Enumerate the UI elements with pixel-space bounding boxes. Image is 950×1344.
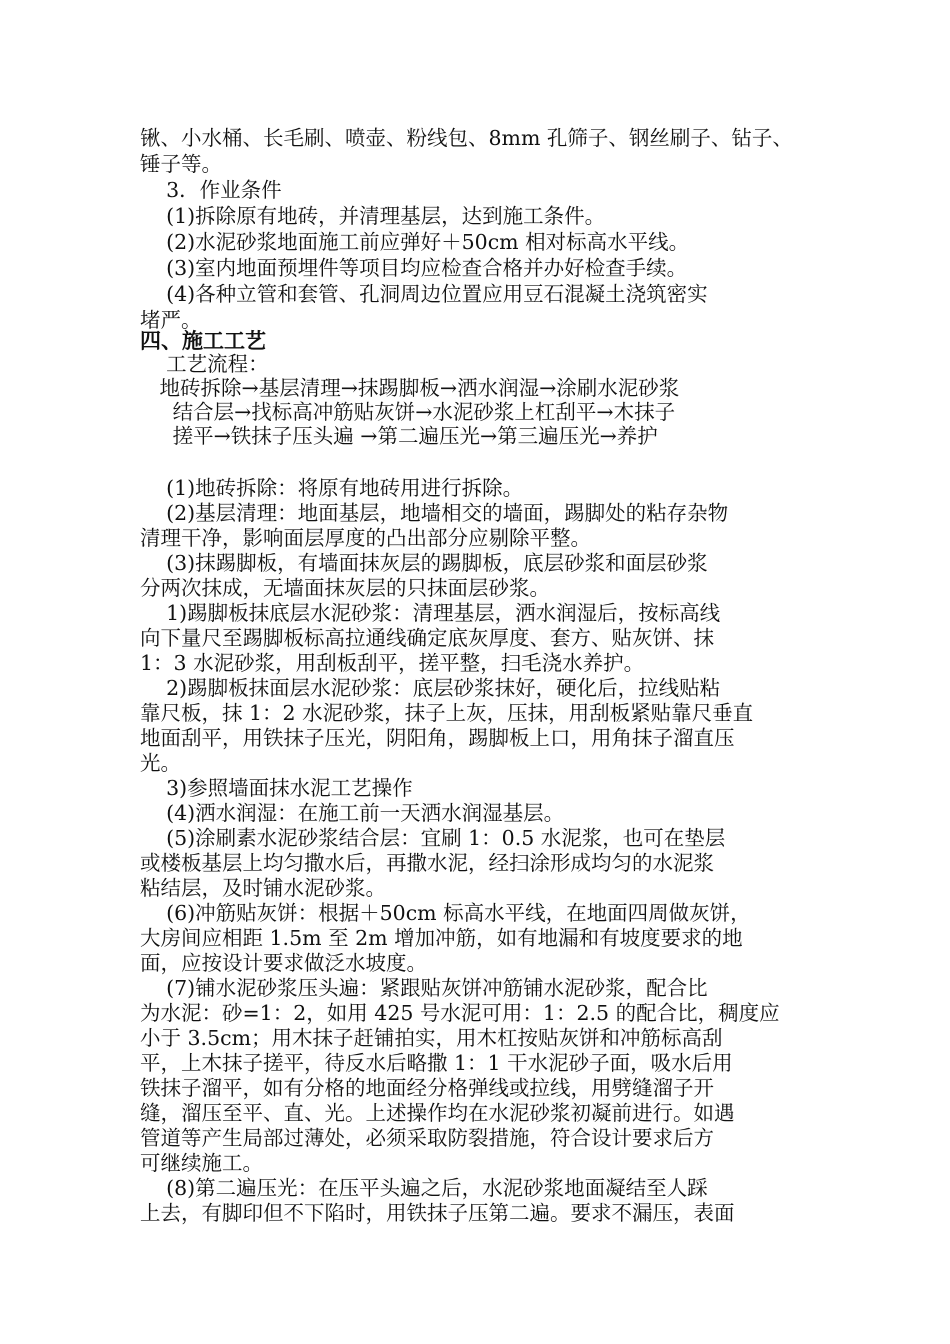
section-heading: 四、施工工艺 — [140, 329, 266, 353]
text-line: 地面刮平，用铁抹子压光，阴阳角，踢脚板上口，用角抹子溜直压 — [140, 726, 735, 750]
text-line: 或楼板基层上均匀撒水后，再撒水泥，经扫涂形成均匀的水泥浆 — [140, 851, 714, 875]
text-line: (1)拆除原有地砖，并清理基层，达到施工条件。 — [140, 204, 606, 228]
text-line: 向下量尺至踢脚板标高拉通线确定底灰厚度、套方、贴灰饼、抹 — [140, 626, 714, 650]
text-line: 光。 — [140, 751, 181, 775]
text-line: (2)水泥砂浆地面施工前应弹好＋50cm 相对标高水平线。 — [140, 230, 690, 254]
text-line: (4)洒水润湿：在施工前一天洒水润湿基层。 — [140, 801, 565, 825]
text-line: 粘结层，及时铺水泥砂浆。 — [140, 876, 386, 900]
text-line: 锤子等。 — [140, 152, 222, 176]
text-line: 3．作业条件 — [140, 178, 282, 202]
text-line: 管道等产生局部过薄处，必须采取防裂措施，符合设计要求后方 — [140, 1126, 714, 1150]
text-line: (1)地砖拆除：将原有地砖用进行拆除。 — [140, 476, 524, 500]
text-line: 工艺流程： — [140, 352, 269, 376]
text-line: 小于 3.5cm；用木抹子赶铺拍实，用木杠按贴灰饼和冲筋标高刮 — [140, 1026, 723, 1050]
text-line: 为水泥：砂=1：2，如用 425 号水泥可用：1：2.5 的配合比，稠度应 — [140, 1001, 780, 1025]
text-line: 1)踢脚板抹底层水泥砂浆：清理基层，洒水润湿后，按标高线 — [140, 601, 721, 625]
text-line: 3)参照墙面抹水泥工艺操作 — [140, 776, 413, 800]
text-line: (4)各种立管和套管、孔洞周边位置应用豆石混凝土浇筑密实 — [140, 282, 708, 306]
text-line: 1：3 水泥砂浆，用刮板刮平，搓平整，扫毛浇水养护。 — [140, 651, 645, 675]
flow-line: 地砖拆除→基层清理→抹踢脚板→洒水润湿→涂刷水泥砂浆 — [140, 376, 680, 400]
text-line: 2)踢脚板抹面层水泥砂浆：底层砂浆抹好，硬化后，拉线贴粘 — [140, 676, 721, 700]
text-line: (2)基层清理：地面基层，地墙相交的墙面，踢脚处的粘存杂物 — [140, 501, 729, 525]
text-line: 上去，有脚印但不下陷时，用铁抹子压第二遍。要求不漏压，表面 — [140, 1201, 735, 1225]
text-line: 缝，溜压至平、直、光。上述操作均在水泥砂浆初凝前进行。如遇 — [140, 1101, 735, 1125]
text-line: (6)冲筋贴灰饼：根据＋50cm 标高水平线，在地面四周做灰饼， — [140, 901, 751, 925]
text-line: (3)室内地面预埋件等项目均应检查合格并办好检查手续。 — [140, 256, 688, 280]
text-line: (3)抹踢脚板，有墙面抹灰层的踢脚板，底层砂浆和面层砂浆 — [140, 551, 708, 575]
text-line: 大房间应相距 1.5m 至 2m 增加冲筋，如有地漏和有坡度要求的地 — [140, 926, 743, 950]
text-line: 可继续施工。 — [140, 1151, 263, 1175]
text-line: 平，上木抹子搓平，待反水后略撒 1：1 干水泥砂子面，吸水后用 — [140, 1051, 733, 1075]
text-line: (7)铺水泥砂浆压头遍：紧跟贴灰饼冲筋铺水泥砂浆，配合比 — [140, 976, 708, 1000]
text-line: 锹、小水桶、长毛刷、喷壶、粉线包、8mm 孔筛子、钢丝刷子、钻子、 — [140, 126, 793, 150]
text-line: 面，应按设计要求做泛水坡度。 — [140, 951, 427, 975]
text-line: 堵严。 — [140, 308, 202, 332]
text-line: 分两次抹成，无墙面抹灰层的只抹面层砂浆。 — [140, 576, 550, 600]
text-line: (5)涂刷素水泥砂浆结合层：宜刷 1：0.5 水泥浆，也可在垫层 — [140, 826, 726, 850]
text-line: 靠尺板，抹 1：2 水泥砂浆，抹子上灰，压抹，用刮板紧贴靠尺垂直 — [140, 701, 754, 725]
flow-line: 搓平→铁抹子压头遍 →第二遍压光→第三遍压光→养护 — [140, 424, 658, 448]
text-line: (8)第二遍压光：在压平头遍之后，水泥砂浆地面凝结至人踩 — [140, 1176, 708, 1200]
text-line: 铁抹子溜平，如有分格的地面经分格弹线或拉线，用劈缝溜子开 — [140, 1076, 714, 1100]
text-line: 清理干净，影响面层厚度的凸出部分应剔除平整。 — [140, 526, 591, 550]
flow-line: 结合层→找标高冲筋贴灰饼→水泥砂浆上杠刮平→木抹子 — [140, 400, 676, 424]
